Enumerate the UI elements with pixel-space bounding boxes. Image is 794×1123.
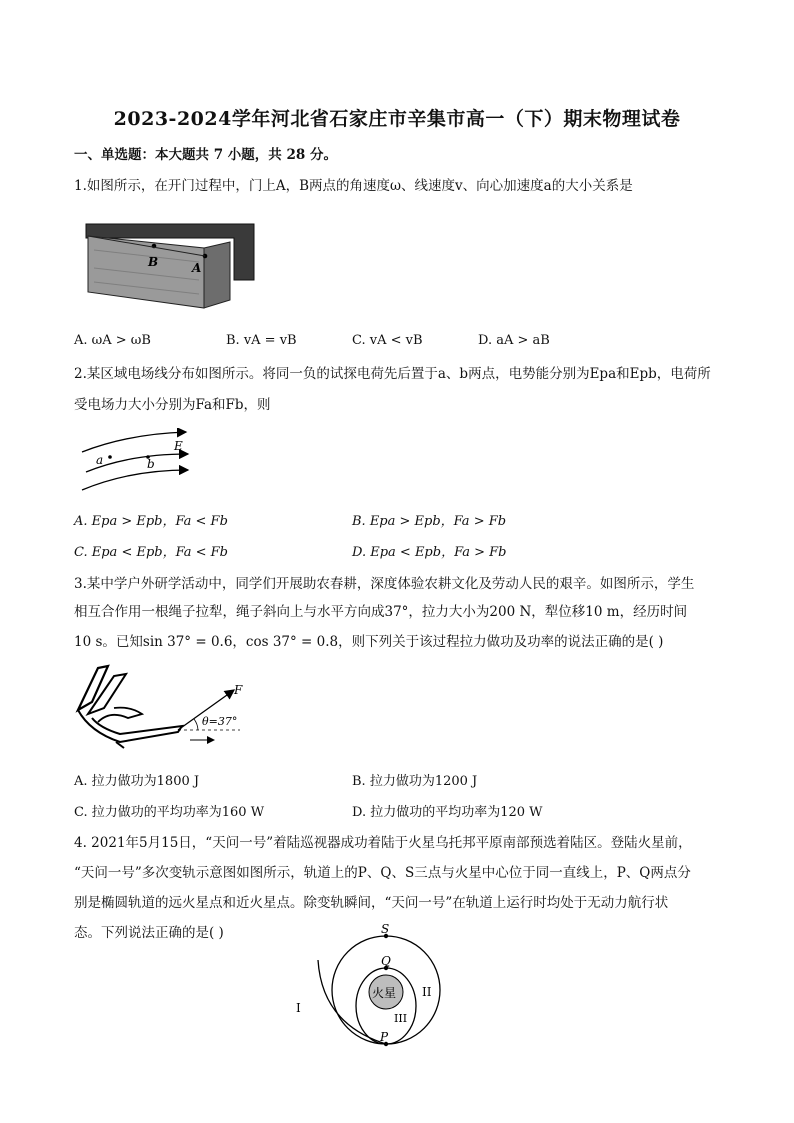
q2-point-a — [108, 455, 112, 459]
q3-stem-line2: 相互合作用一根绳子拉犁，绳子斜向上与水平方向成37°，拉力大小为200 N，犁位移10 m，经历时间 — [74, 604, 688, 620]
q4-label-orbit3: III — [394, 1012, 408, 1025]
q1-option-a[interactable]: A. ωA > ωB — [74, 333, 151, 348]
q1-option-d[interactable]: D. aA > aB — [478, 333, 550, 348]
q3-plough-figure — [70, 662, 256, 754]
q4-label-p: P — [380, 1030, 389, 1044]
q4-stem-line1: 4. 2021年5月15日，“天问一号”着陆巡视器成功着陆于火星乌托邦平原南部预选着陆区。登陆火星前， — [74, 835, 692, 851]
q4-stem-line3: 别是椭圆轨道的远火星点和近火星点。除变轨瞬间，“天问一号”在轨道上运行时均处于无动力航行状 — [74, 895, 669, 911]
q3-option-a[interactable]: A. 拉力做功为1800 J — [74, 774, 200, 789]
q3-stem-line1: 3.某中学户外研学活动中，同学们开展助农春耕，深度体验农耕文化及劳动人民的艰辛。如图所示，学生 — [74, 576, 695, 592]
q3-stem-line3: 10 s。已知sin 37° = 0.6，cos 37° = 0.8，则下列关于该过程拉力做功及功率的说法正确的是( ) — [74, 634, 664, 650]
q1-door-figure — [84, 220, 256, 312]
q4-stem-line2: “天问一号”多次变轨示意图如图所示，轨道上的P、Q、S三点与火星中心位于同一直线上，P、Q两点分 — [74, 865, 691, 881]
q3-label-f: F — [234, 683, 243, 697]
q3-label-theta: θ=37° — [202, 715, 238, 728]
q4-label-q: Q — [381, 954, 391, 968]
page-title: 2023-2024学年河北省石家庄市辛集市高一（下）期末物理试卷 — [113, 108, 681, 130]
q3-option-b[interactable]: B. 拉力做功为1200 J — [352, 774, 478, 789]
q1-option-c[interactable]: C. vA < vB — [352, 333, 423, 348]
q1-label-a: A — [192, 261, 202, 275]
q3-option-d[interactable]: D. 拉力做功的平均功率为120 W — [352, 805, 543, 820]
q1-stem: 1.如图所示，在开门过程中，门上A，B两点的角速度ω、线速度v、向心加速度a的大小关系是 — [74, 178, 633, 194]
q2-stem-line2: 受电场力大小分别为Fa和Fb，则 — [74, 397, 271, 413]
q4-label-orbit1: I — [296, 1001, 301, 1015]
section-heading: 一、单选题：本大题共 7 小题，共 28 分。 — [74, 147, 337, 163]
q3-option-c[interactable]: C. 拉力做功的平均功率为160 W — [74, 805, 265, 820]
q2-label-a: a — [96, 453, 104, 467]
q4-stem-line4: 态。下列说法正确的是( ) — [74, 925, 224, 941]
q1-label-b: B — [148, 255, 159, 269]
q2-stem-line1: 2.某区域电场线分布如图所示。将同一负的试探电荷先后置于a、b两点，电势能分别为Epa和Epb，电荷所 — [74, 366, 711, 382]
q1-option-b[interactable]: B. vA = vB — [226, 333, 297, 348]
q4-label-orbit2: II — [422, 985, 432, 999]
q2-label-b: b — [147, 457, 155, 471]
q4-orbit-figure — [286, 920, 466, 1050]
q4-label-mars: 火星 — [372, 986, 397, 1000]
q2-field-figure — [78, 428, 198, 494]
q2-option-b[interactable]: B. Epa > Epb，Fa > Fb — [352, 514, 507, 529]
q2-option-a[interactable]: A. Epa > Epb，Fa < Fb — [74, 514, 228, 529]
q4-label-s: S — [381, 922, 390, 936]
q2-label-e: E — [174, 439, 183, 453]
q2-option-d[interactable]: D. Epa < Epb，Fa > Fb — [352, 545, 507, 560]
q2-option-c[interactable]: C. Epa < Epb，Fa < Fb — [74, 545, 228, 560]
